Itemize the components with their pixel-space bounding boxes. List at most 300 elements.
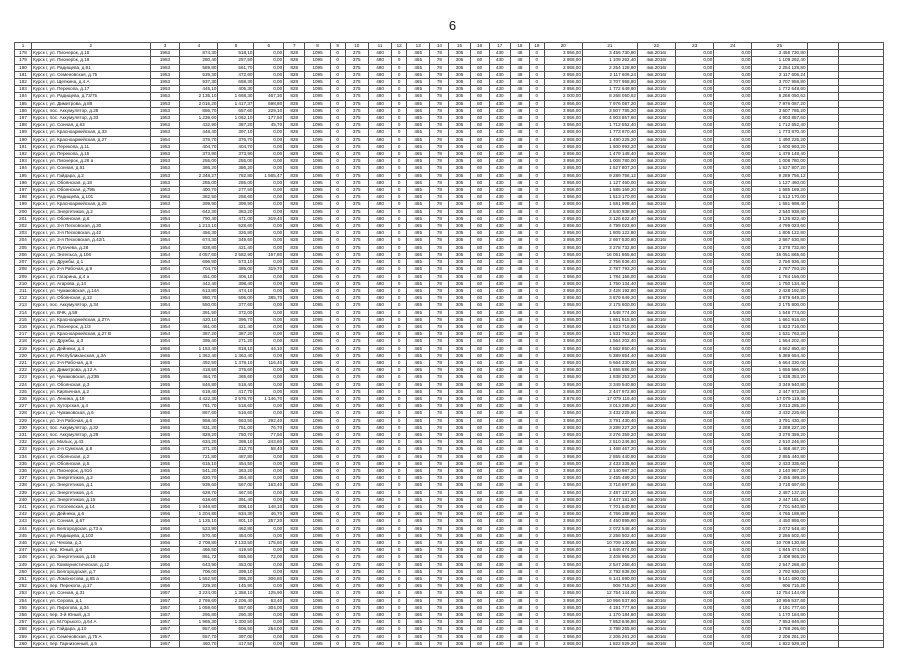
table-cell: 215 — [15, 316, 32, 323]
table-cell: 0 — [529, 143, 544, 150]
table-cell: 0,00 — [714, 331, 752, 338]
table-cell: 375 — [345, 417, 368, 424]
table-cell: 0,00 — [714, 532, 752, 539]
table-cell: 0,00 — [714, 244, 752, 251]
table-cell: 0,00 — [676, 381, 714, 388]
table-cell: 4кв.2016г — [637, 302, 675, 309]
table-cell: 4кв.2016г — [637, 100, 675, 107]
table-cell: 60 — [470, 612, 489, 619]
table-cell: 480 — [368, 50, 391, 57]
table-cell: 0,00 — [676, 359, 714, 366]
table-cell: 480 — [368, 194, 391, 201]
table-cell: 1095 — [305, 100, 330, 107]
table-cell: 0,00 — [254, 151, 284, 158]
table-cell: 305 — [449, 576, 470, 583]
table-cell-blank — [807, 352, 839, 359]
table-cell: 567,00 — [218, 482, 254, 489]
table-cell: 72,00 — [254, 554, 284, 561]
table-cell: 305 — [449, 172, 470, 179]
table-cell: 404,70 — [180, 143, 218, 150]
table-cell: 471,00 — [218, 215, 254, 222]
table-cell-blank — [839, 446, 884, 453]
table-cell: 78 — [430, 194, 449, 201]
table-cell: 377,60 — [218, 302, 254, 309]
table-cell: 0 — [529, 496, 544, 503]
table-cell: 828 — [284, 439, 305, 446]
table-cell: 0 — [330, 388, 345, 395]
table-cell: 305 — [449, 359, 470, 366]
table-cell: 0 — [392, 547, 407, 554]
table-cell: 60 — [470, 619, 489, 626]
table-cell: 3 956,00 — [544, 540, 582, 547]
table-cell: 78 — [430, 359, 449, 366]
table-cell: 430 — [489, 251, 510, 258]
table-cell: 0,00 — [714, 453, 752, 460]
table-cell: 305 — [449, 179, 470, 186]
table-row — [15, 496, 884, 503]
table-cell: 1095 — [305, 323, 330, 330]
table-cell: 0,00 — [676, 374, 714, 381]
table-cell: 430 — [489, 561, 510, 568]
table-cell: 465 — [407, 79, 430, 86]
table-cell-blank — [807, 417, 839, 424]
table-cell: 430 — [489, 179, 510, 186]
table-cell: 375 — [345, 259, 368, 266]
table-cell: 60 — [470, 489, 489, 496]
table-cell: 0 — [529, 273, 544, 280]
table-cell: 0,00 — [676, 504, 714, 511]
table-cell: 305 — [449, 64, 470, 71]
table-cell: 0,00 — [254, 230, 284, 237]
table-cell: 373,90 — [180, 151, 218, 158]
table-cell: 231 — [15, 431, 32, 438]
table-cell: 1 059,60 — [180, 604, 218, 611]
table-cell-blank — [807, 532, 839, 539]
table-cell: 480 — [368, 525, 391, 532]
table-cell: 1095 — [305, 525, 330, 532]
table-cell: 305 — [449, 71, 470, 78]
table-cell: 375 — [345, 158, 368, 165]
table-cell: 245 — [15, 532, 32, 539]
table-cell: 0 — [330, 518, 345, 525]
table-cell: Курск г, пер. 3-й Юный, д.3 — [31, 612, 150, 619]
table-cell: 421,40 — [218, 323, 254, 330]
table-cell: 480 — [368, 460, 391, 467]
table-cell: 60 — [470, 316, 489, 323]
table-cell: 305 — [449, 345, 470, 352]
table-cell: 0 — [330, 453, 345, 460]
table-cell: 465 — [407, 136, 430, 143]
table-cell: 480 — [368, 388, 391, 395]
table-cell: 48 — [510, 619, 529, 626]
table-cell: 4 191 777,60 — [752, 604, 807, 611]
table-cell: 387,20 — [218, 331, 254, 338]
table-cell: 442,40 — [180, 280, 218, 287]
table-cell: 2 455 489,20 — [752, 475, 807, 482]
table-cell: 465 — [407, 496, 430, 503]
table-cell: 430 — [489, 201, 510, 208]
table-row — [15, 151, 884, 158]
table-cell: 480 — [368, 597, 391, 604]
table-cell: 305 — [449, 518, 470, 525]
table-cell: 0,00 — [714, 640, 752, 647]
table-cell: 0 — [529, 309, 544, 316]
table-cell: 618,60 — [180, 496, 218, 503]
table-cell: Курск г, ул. Обоянская, д.3 — [31, 381, 150, 388]
table-cell: 1955 — [150, 345, 180, 352]
table-cell: 0,00 — [676, 453, 714, 460]
table-cell: 0,00 — [254, 71, 284, 78]
table-cell: 1 985,30 — [180, 619, 218, 626]
table-cell: 0 — [330, 115, 345, 122]
table-cell: 78 — [430, 115, 449, 122]
table-cell: 1095 — [305, 475, 330, 482]
table-cell: 0,00 — [714, 525, 752, 532]
table-cell: 828 — [284, 532, 305, 539]
table-cell: Курск г, ул. Энергетиков, д.2 — [31, 208, 150, 215]
table-cell: 1095 — [305, 93, 330, 100]
table-cell: 78 — [430, 79, 449, 86]
table-cell: 48 — [510, 374, 529, 381]
table-cell: 480 — [368, 223, 391, 230]
table-cell: 0,00 — [714, 403, 752, 410]
table-cell: 0 — [392, 316, 407, 323]
table-cell: 0 — [392, 460, 407, 467]
table-cell: 48 — [510, 626, 529, 633]
table-cell: 181 — [15, 71, 32, 78]
table-cell: 874,30 — [180, 50, 218, 57]
table-cell-blank — [839, 388, 884, 395]
table-cell-blank — [807, 143, 839, 150]
table-cell: 0,00 — [676, 143, 714, 150]
table-cell: 397,00 — [218, 633, 254, 640]
table-cell: 0,00 — [676, 367, 714, 374]
table-cell: 60 — [470, 323, 489, 330]
table-cell: 0 — [330, 561, 345, 568]
table-cell: 828 — [284, 309, 305, 316]
table-cell: 430 — [489, 597, 510, 604]
table-cell: 474,10 — [218, 287, 254, 294]
table-cell: 305 — [449, 100, 470, 107]
table-cell: 0,00 — [714, 273, 752, 280]
table-cell: 0,00 — [714, 597, 752, 604]
table-cell: 465 — [407, 367, 430, 374]
table-cell: 1095 — [305, 194, 330, 201]
table-cell-blank — [839, 554, 884, 561]
table-cell-blank — [807, 93, 839, 100]
table-cell: 44,10 — [254, 345, 284, 352]
column-number-row — [15, 43, 884, 50]
table-cell: 0,00 — [676, 417, 714, 424]
table-cell: 0 — [330, 345, 345, 352]
table-cell: 1954 — [150, 266, 180, 273]
table-cell: 1 362,40 — [180, 352, 218, 359]
table-cell: 1 513 170,00 — [582, 194, 637, 201]
table-cell: 0 — [529, 287, 544, 294]
table-cell: 60 — [470, 129, 489, 136]
table-cell: 1095 — [305, 122, 330, 129]
table-cell: 0,00 — [254, 410, 284, 417]
table-cell: 0,00 — [714, 511, 752, 518]
table-cell: 750,70 — [218, 431, 254, 438]
table-cell: 78 — [430, 532, 449, 539]
table-cell: 1 585 169,20 — [752, 187, 807, 194]
table-cell: 1954 — [150, 323, 180, 330]
table-cell: 828 — [284, 381, 305, 388]
table-cell: 0,00 — [676, 295, 714, 302]
table-cell: 285,00 — [180, 179, 218, 186]
table-cell: 828 — [284, 151, 305, 158]
table-cell: 0,00 — [254, 179, 284, 186]
table-cell: 1095 — [305, 604, 330, 611]
table-cell: 0,00 — [714, 64, 752, 71]
table-cell: 430 — [489, 244, 510, 251]
table-cell: Курск г, ул. Энергетиков, д.2 — [31, 475, 150, 482]
table-cell: 0 — [392, 309, 407, 316]
table-cell: 48 — [510, 554, 529, 561]
table-cell: 480 — [368, 287, 391, 294]
table-cell: 642,30 — [180, 208, 218, 215]
table-cell-blank — [807, 244, 839, 251]
table-cell: 48 — [510, 316, 529, 323]
table-cell: 0 — [392, 561, 407, 568]
table-cell: 1095 — [305, 640, 330, 647]
table-cell: 60 — [470, 640, 489, 647]
table-cell: 0,00 — [714, 251, 752, 258]
table-cell: 0 — [330, 323, 345, 330]
table-cell: 0 — [330, 100, 345, 107]
table-cell: 4кв.2016г — [637, 424, 675, 431]
table-cell: 1095 — [305, 273, 330, 280]
table-cell-blank — [839, 194, 884, 201]
table-cell: 0 — [330, 280, 345, 287]
table-cell: 0,00 — [676, 122, 714, 129]
table-row — [15, 504, 884, 511]
table-cell: 1 784 156,00 — [582, 273, 637, 280]
table-cell: 0,00 — [714, 316, 752, 323]
table-cell: 0 — [392, 511, 407, 518]
table-row — [15, 410, 884, 417]
table-cell: 4кв.2016г — [637, 525, 675, 532]
table-row — [15, 540, 884, 547]
table-cell: 0,00 — [676, 619, 714, 626]
table-cell: Курск г, ул. Перекопа, д.17 — [31, 86, 150, 93]
table-cell: 60 — [470, 302, 489, 309]
table-cell: 305 — [449, 302, 470, 309]
table-cell-blank — [839, 640, 884, 647]
table-cell: 4кв.2016г — [637, 237, 675, 244]
table-cell: 305 — [449, 57, 470, 64]
table-cell: 0,00 — [254, 287, 284, 294]
table-cell: 465 — [407, 172, 430, 179]
table-cell: 696,90 — [180, 259, 218, 266]
table-cell: 3 956,00 — [544, 50, 582, 57]
table-cell: 7 853 846,80 — [582, 619, 637, 626]
table-cell: 4кв.2016г — [637, 57, 675, 64]
table-cell: 3 956,00 — [544, 417, 582, 424]
table-cell: Курск г, ул. Энергетиков, д.4 — [31, 489, 150, 496]
table-cell: 0 — [330, 338, 345, 345]
table-cell: 480 — [368, 215, 391, 222]
table-cell: 305 — [449, 467, 470, 474]
table-cell: 0 — [392, 107, 407, 114]
table-cell: 0 — [330, 604, 345, 611]
table-cell: 0,00 — [714, 359, 752, 366]
table-cell: 305 — [449, 374, 470, 381]
table-cell: 465 — [407, 71, 430, 78]
table-cell-blank — [807, 194, 839, 201]
table-cell: 4кв.2016г — [637, 460, 675, 467]
table-cell: 78 — [430, 374, 449, 381]
table-cell: Курск г, пер. Гарнизонный, д.5 — [31, 640, 150, 647]
table-cell: 448,40 — [180, 129, 218, 136]
table-cell: 465 — [407, 122, 430, 129]
table-cell: 4кв.2016г — [637, 295, 675, 302]
table-cell: 0 — [392, 640, 407, 647]
table-cell: 0,00 — [676, 395, 714, 402]
table-cell: 4кв.2016г — [637, 64, 675, 71]
table-cell: 48 — [510, 158, 529, 165]
housing-register-table — [14, 42, 884, 648]
table-header — [15, 43, 884, 50]
table-cell: 2 792 936,00 — [752, 568, 807, 575]
table-cell: 0 — [330, 395, 345, 402]
table-cell: 78 — [430, 619, 449, 626]
table-cell: 480 — [368, 640, 391, 647]
table-cell: 480 — [368, 64, 391, 71]
table-cell: 213 — [15, 302, 32, 309]
table-cell: 78 — [430, 331, 449, 338]
table-cell: 0,00 — [714, 79, 752, 86]
table-cell: 4кв.2016г — [637, 619, 675, 626]
table-row — [15, 489, 884, 496]
column-header: 11 — [368, 43, 391, 50]
table-cell: 0 — [392, 64, 407, 71]
table-cell: 60 — [470, 71, 489, 78]
table-cell: 1 772 649,60 — [582, 86, 637, 93]
table-cell: 0,00 — [676, 50, 714, 57]
table-cell: 386,20 — [180, 165, 218, 172]
table-cell: 194 — [15, 165, 32, 172]
table-cell: 480 — [368, 93, 391, 100]
table-cell: 0,00 — [676, 129, 714, 136]
table-cell: 0,00 — [676, 100, 714, 107]
table-cell: 523,90 — [180, 525, 218, 532]
table-cell: Курск г, ул. Красноармейская, д.33 — [31, 129, 150, 136]
table-cell: 1095 — [305, 511, 330, 518]
table-cell: 465 — [407, 93, 430, 100]
table-cell: 430 — [489, 554, 510, 561]
table-cell: 828 — [284, 367, 305, 374]
table-cell: 3 956,00 — [544, 244, 582, 251]
table-cell-blank — [839, 172, 884, 179]
table-cell: 4 562 850,40 — [582, 345, 637, 352]
table-cell: 48 — [510, 568, 529, 575]
table-cell: 2 140 987,20 — [752, 467, 807, 474]
table-cell: 3 956,00 — [544, 345, 582, 352]
table-cell: 541,20 — [180, 467, 218, 474]
table-cell: 828 — [284, 496, 305, 503]
table-cell: 4кв.2016г — [637, 345, 675, 352]
table-cell: 375 — [345, 388, 368, 395]
table-cell: 1 805 122,80 — [752, 230, 807, 237]
table-cell: 0,00 — [676, 604, 714, 611]
table-cell: 60 — [470, 151, 489, 158]
table-cell: 12 754 144,00 — [582, 590, 637, 597]
table-cell: 480 — [368, 345, 391, 352]
table-cell: 0 — [330, 64, 345, 71]
table-cell: 305 — [449, 201, 470, 208]
table-cell: 828 — [284, 64, 305, 71]
table-cell: Курск г, ул. 2-я Рабочая, д.6 — [31, 417, 150, 424]
table-cell: 419,50 — [218, 547, 254, 554]
table-cell: 1955 — [150, 410, 180, 417]
table-cell: 0 — [392, 295, 407, 302]
table-cell: 60 — [470, 295, 489, 302]
table-cell: 78 — [430, 172, 449, 179]
table-cell: 3 956,00 — [544, 100, 582, 107]
table-cell: 3 956,00 — [544, 612, 582, 619]
table-cell: 0 — [330, 165, 345, 172]
table-cell: 430 — [489, 439, 510, 446]
table-cell: 3 956,00 — [544, 187, 582, 194]
table-cell: 60 — [470, 143, 489, 150]
table-cell: 2 510 246,80 — [582, 439, 637, 446]
table-cell-blank — [807, 64, 839, 71]
table-cell: 399,90 — [218, 201, 254, 208]
table-cell: 0,00 — [714, 431, 752, 438]
table-cell: 0 — [392, 201, 407, 208]
table-row — [15, 143, 884, 150]
table-cell: 1095 — [305, 453, 330, 460]
table-cell: 828 — [284, 568, 305, 575]
table-cell: 60 — [470, 381, 489, 388]
table-cell: 2 510 246,80 — [752, 439, 807, 446]
table-cell: 2 072 548,40 — [582, 525, 637, 532]
table-row — [15, 604, 884, 611]
table-row — [15, 208, 884, 215]
table-cell-blank — [839, 57, 884, 64]
table-cell: 305 — [449, 612, 470, 619]
table-cell: 78 — [430, 604, 449, 611]
table-cell: 0 — [330, 489, 345, 496]
table-cell: 615,10 — [180, 460, 218, 467]
table-cell: 0,00 — [676, 302, 714, 309]
table-cell: 828 — [284, 86, 305, 93]
table-cell: 0,00 — [676, 446, 714, 453]
table-row — [15, 388, 884, 395]
table-cell: 305 — [449, 143, 470, 150]
table-cell: 188 — [15, 122, 32, 129]
table-cell: 3 956,00 — [544, 64, 582, 71]
table-cell: 4кв.2016г — [637, 626, 675, 633]
table-cell: 492,50 — [180, 359, 218, 366]
table-cell: 464,70 — [180, 374, 218, 381]
table-cell: 980,70 — [180, 295, 218, 302]
table-cell: 465 — [407, 532, 430, 539]
table-cell: 1 823 716,00 — [752, 323, 807, 330]
table-cell: 4 450 895,60 — [752, 518, 807, 525]
table-cell: 0 — [330, 374, 345, 381]
table-cell: Курск г, ул. Обоянская, д.6 — [31, 215, 150, 222]
table-cell: 2 455 489,20 — [582, 475, 637, 482]
table-cell: 0 — [529, 410, 544, 417]
table-cell: 385,00 — [218, 266, 254, 273]
table-cell: 1095 — [305, 467, 330, 474]
table-cell: 2 175 800,00 — [752, 302, 807, 309]
table-cell: 0,00 — [714, 583, 752, 590]
table-cell: 430 — [489, 143, 510, 150]
